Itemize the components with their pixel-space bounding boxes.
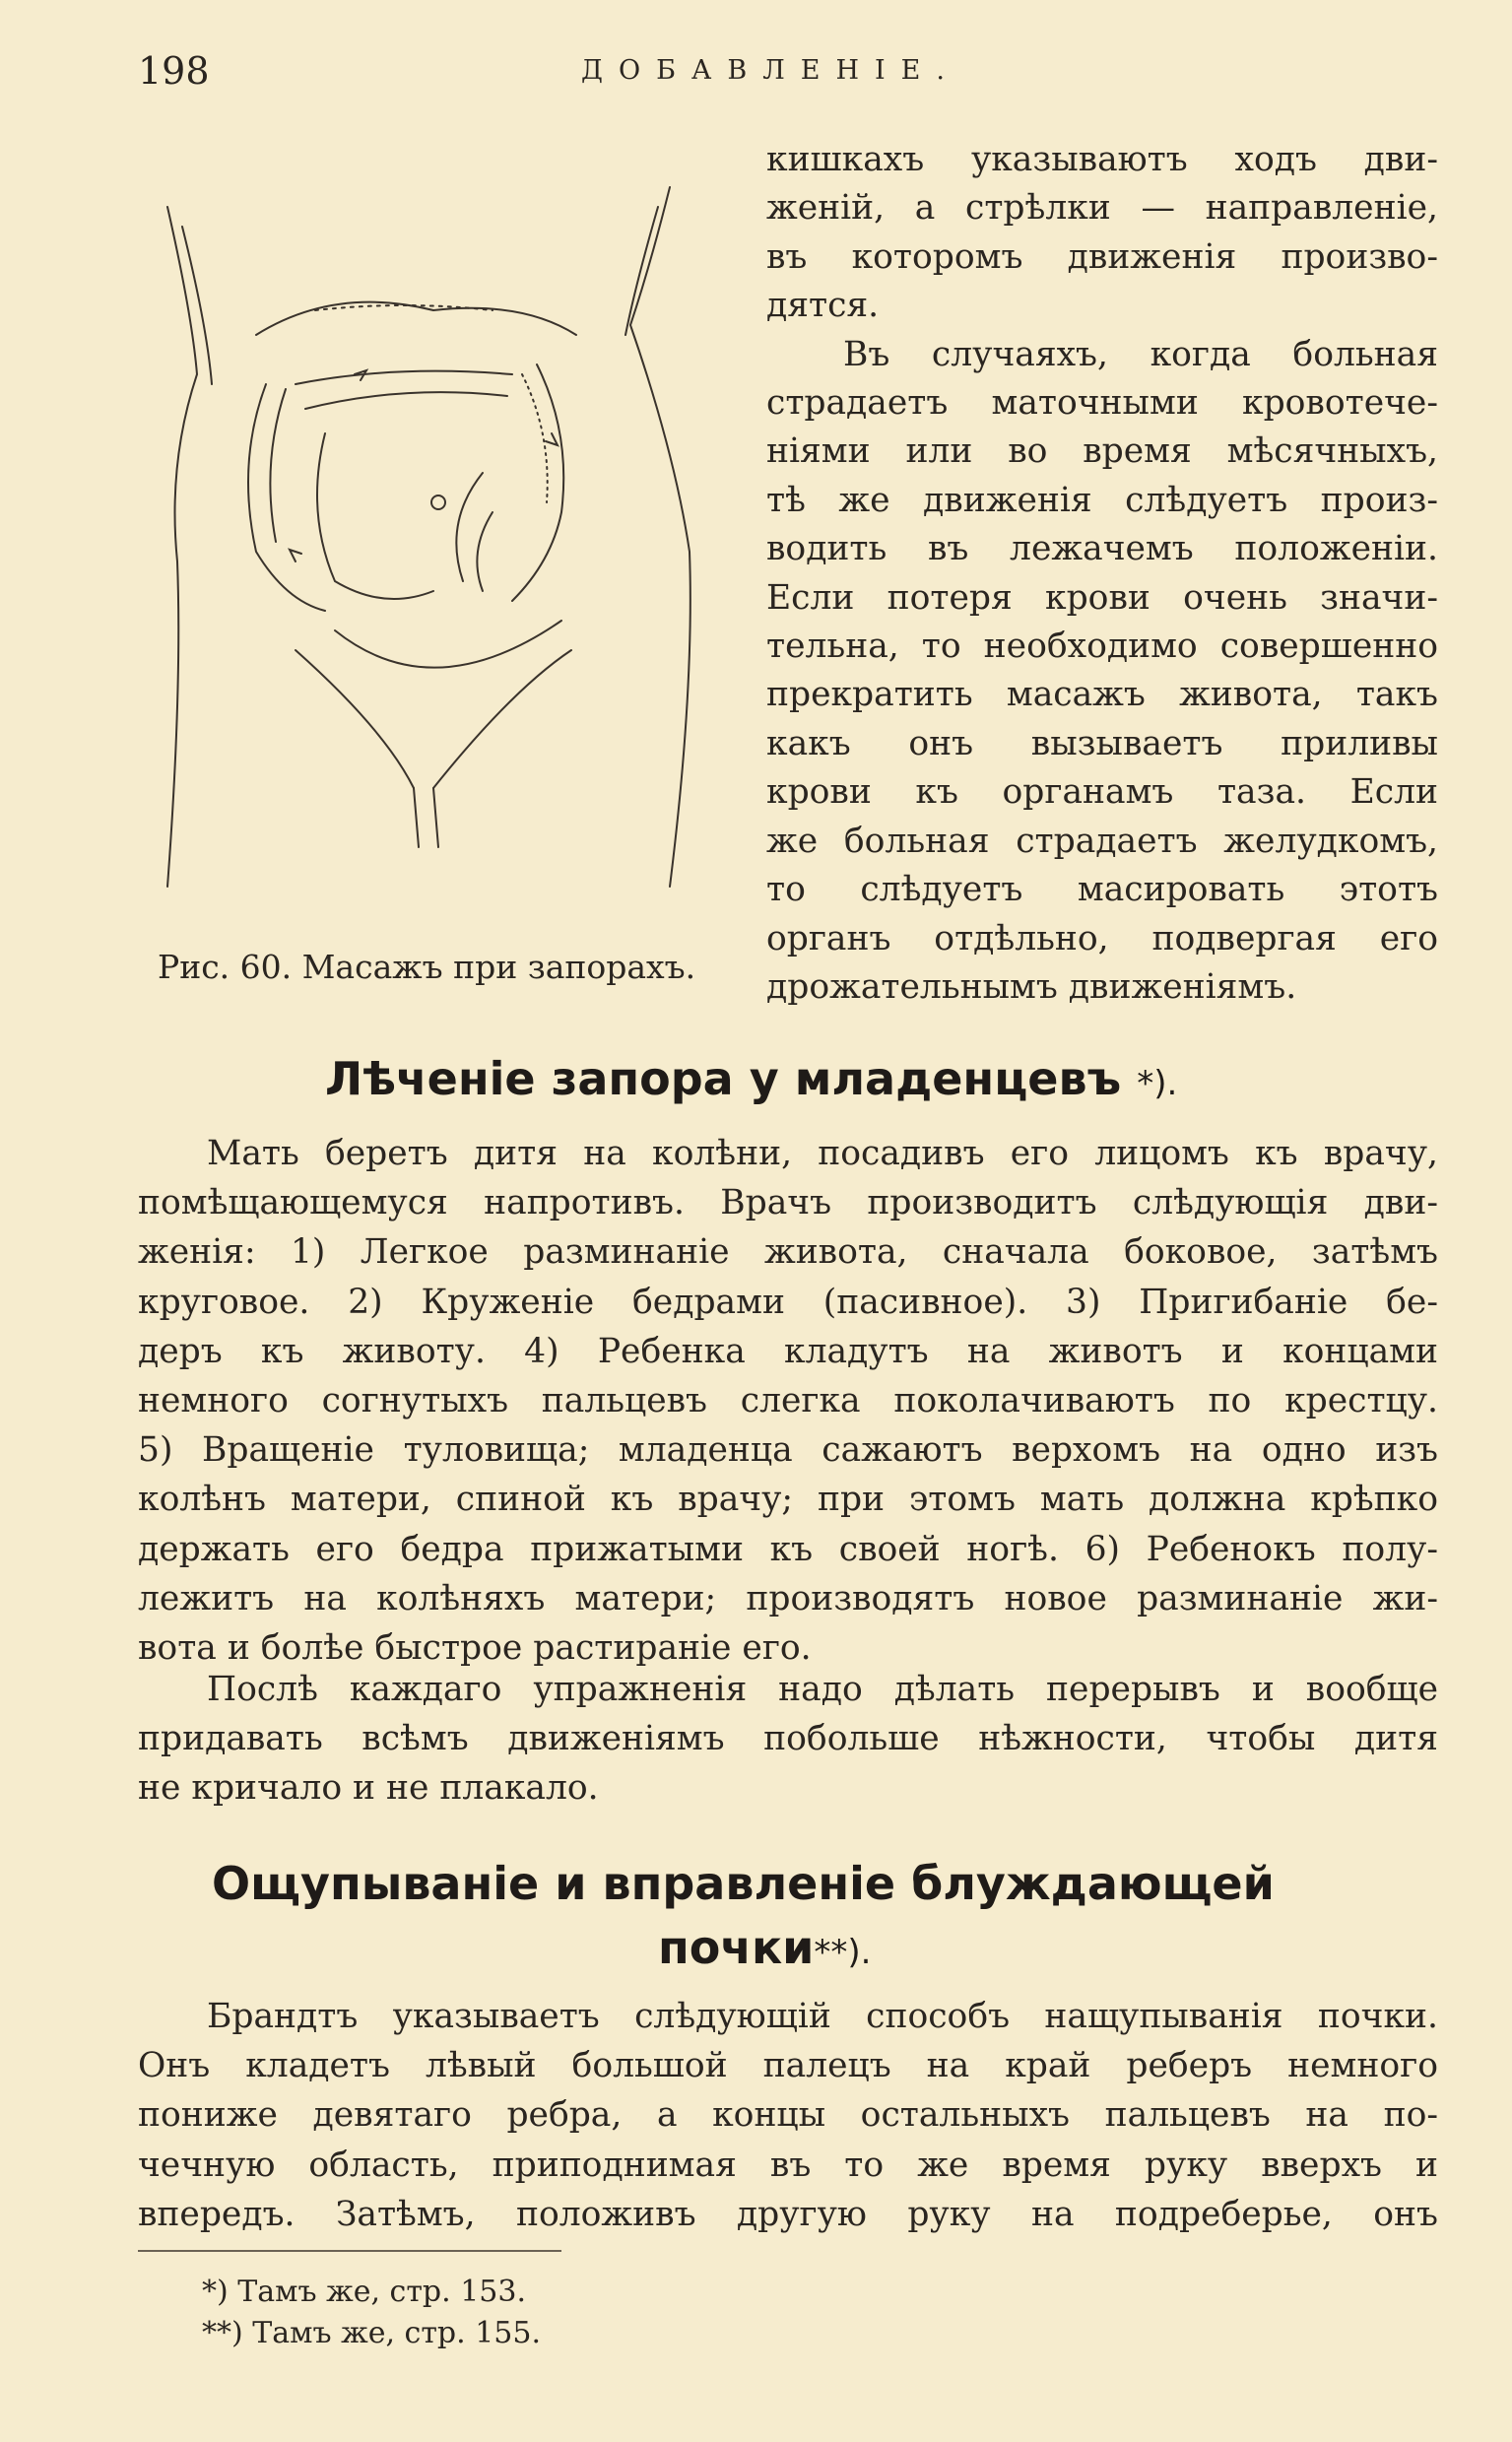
text-line: лежитъ на колѣняхъ матери; производятъ новое разминаніе жи- — [138, 1578, 1438, 1618]
running-title: ДОБАВЛЕНІЕ. — [581, 55, 960, 86]
text-line: Онъ кладетъ лѣвый большой палецъ на край реберъ немного — [138, 2046, 1438, 2086]
section-heading-floating-kidney-line2 — [658, 1921, 872, 1974]
text-line: страдаетъ маточными кровотече- — [766, 383, 1438, 424]
text-line: Мать беретъ дитя на колѣни, посадивъ его лицомъ къ врачу, — [207, 1134, 1438, 1173]
text-line: ніями или во время мѣсячныхъ, — [766, 431, 1438, 472]
text-line: 5) Вращеніе туловища; младенца сажаютъ верхомъ на одно изъ — [138, 1430, 1438, 1471]
side-text-column — [766, 136, 1438, 1012]
text-line: деръ къ животу. 4) Ребенка кладутъ на животъ и концами — [138, 1331, 1438, 1371]
text-line: женія: 1) Легкое разминаніе живота, сначала боковое, затѣмъ — [138, 1232, 1438, 1273]
text-line: держать его бедра прижатыми къ своей ногѣ. 6) Ребенокъ полу- — [138, 1529, 1438, 1569]
heading-text: почки — [658, 1921, 815, 1974]
text-line: то слѣдуетъ масировать этотъ — [766, 870, 1438, 910]
section-heading-floating-kidney — [212, 1857, 1275, 1910]
text-line: Если потеря крови очень значи- — [766, 577, 1438, 618]
paragraph-after-exercise — [138, 1665, 1438, 1814]
footnote-mark: *). — [1137, 1064, 1178, 1103]
section-heading-infant-constipation — [325, 1052, 1177, 1105]
figure-abdomen-massage — [138, 138, 709, 1005]
footnotes — [202, 2272, 541, 2354]
text-line: какъ онъ вызываетъ приливы — [766, 723, 1438, 763]
text-line: вота и болѣе быстрое растираніе его. — [138, 1628, 812, 1669]
heading-text: Лѣченіе запора у младенцевъ — [325, 1052, 1122, 1105]
text-line: чечную область, приподнимая въ то же время руку вверхъ и — [138, 2145, 1438, 2185]
footnote: **) Тамъ же, стр. 155. — [202, 2316, 541, 2350]
text-line: тѣ же движенія слѣдуетъ произ- — [766, 480, 1438, 520]
page-number: 198 — [138, 49, 210, 93]
figure-caption: Рис. 60. Масажъ при запорахъ. — [158, 948, 696, 986]
footnote-divider — [138, 2250, 561, 2252]
text-line: прекратить масажъ живота, такъ — [766, 675, 1438, 715]
text-line: Въ случаяхъ, когда больная — [843, 334, 1438, 374]
text-line: водить въ лежачемъ положеніи. — [766, 529, 1438, 569]
text-line: женій, а стрѣлки — направленіе, — [766, 188, 1438, 229]
abdomen-illustration — [138, 138, 709, 926]
text-line: Брандтъ указываетъ слѣдующій способъ нащупыванія почки. — [207, 1997, 1438, 2036]
text-line: дятся. — [766, 286, 880, 326]
paragraph-infant-treatment — [138, 1129, 1438, 1673]
text-line: же больная страдаетъ желудкомъ, — [766, 821, 1438, 861]
footnote: *) Тамъ же, стр. 153. — [202, 2275, 526, 2309]
heading-text: Ощупываніе и вправленіе блуждающей — [212, 1857, 1275, 1910]
text-line: придавать всѣмъ движеніямъ побольше нѣжности, чтобы дитя — [138, 1719, 1438, 1759]
running-head — [138, 49, 1438, 93]
text-line: круговое. 2) Круженіе бедрами (пасивное). 3) Пригибаніе бе- — [138, 1282, 1438, 1322]
text-line: не кричало и не плакало. — [138, 1768, 599, 1809]
text-line: органъ отдѣльно, подвергая его — [766, 918, 1438, 958]
text-line: впередъ. Затѣмъ, положивъ другую руку на подреберье, онъ — [138, 2194, 1438, 2234]
text-line: немного согнутыхъ пальцевъ слегка поколачиваютъ по крестцу. — [138, 1381, 1438, 1421]
text-line: въ которомъ движенія произво- — [766, 236, 1438, 277]
text-line: крови къ органамъ таза. Если — [766, 772, 1438, 813]
text-line: дрожательнымъ движеніямъ. — [766, 966, 1297, 1007]
text-line: пониже девятаго ребра, а концы остальныхъ пальцевъ на по- — [138, 2095, 1438, 2136]
text-line: помѣщающемуся напротивъ. Врачъ производитъ слѣдующія дви- — [138, 1183, 1438, 1223]
text-line: тельна, то необходимо совершенно — [766, 627, 1438, 667]
text-line: Послѣ каждаго упражненія надо дѣлать перерывъ и вообще — [207, 1670, 1438, 1709]
paragraph-kidney-palpation — [138, 1992, 1438, 2239]
text-line: кишкахъ указываютъ ходъ дви- — [766, 140, 1438, 179]
footnote-mark: **). — [814, 1933, 872, 1972]
text-line: колѣнъ матери, спиной къ врачу; при этомъ мать должна крѣпко — [138, 1480, 1438, 1520]
